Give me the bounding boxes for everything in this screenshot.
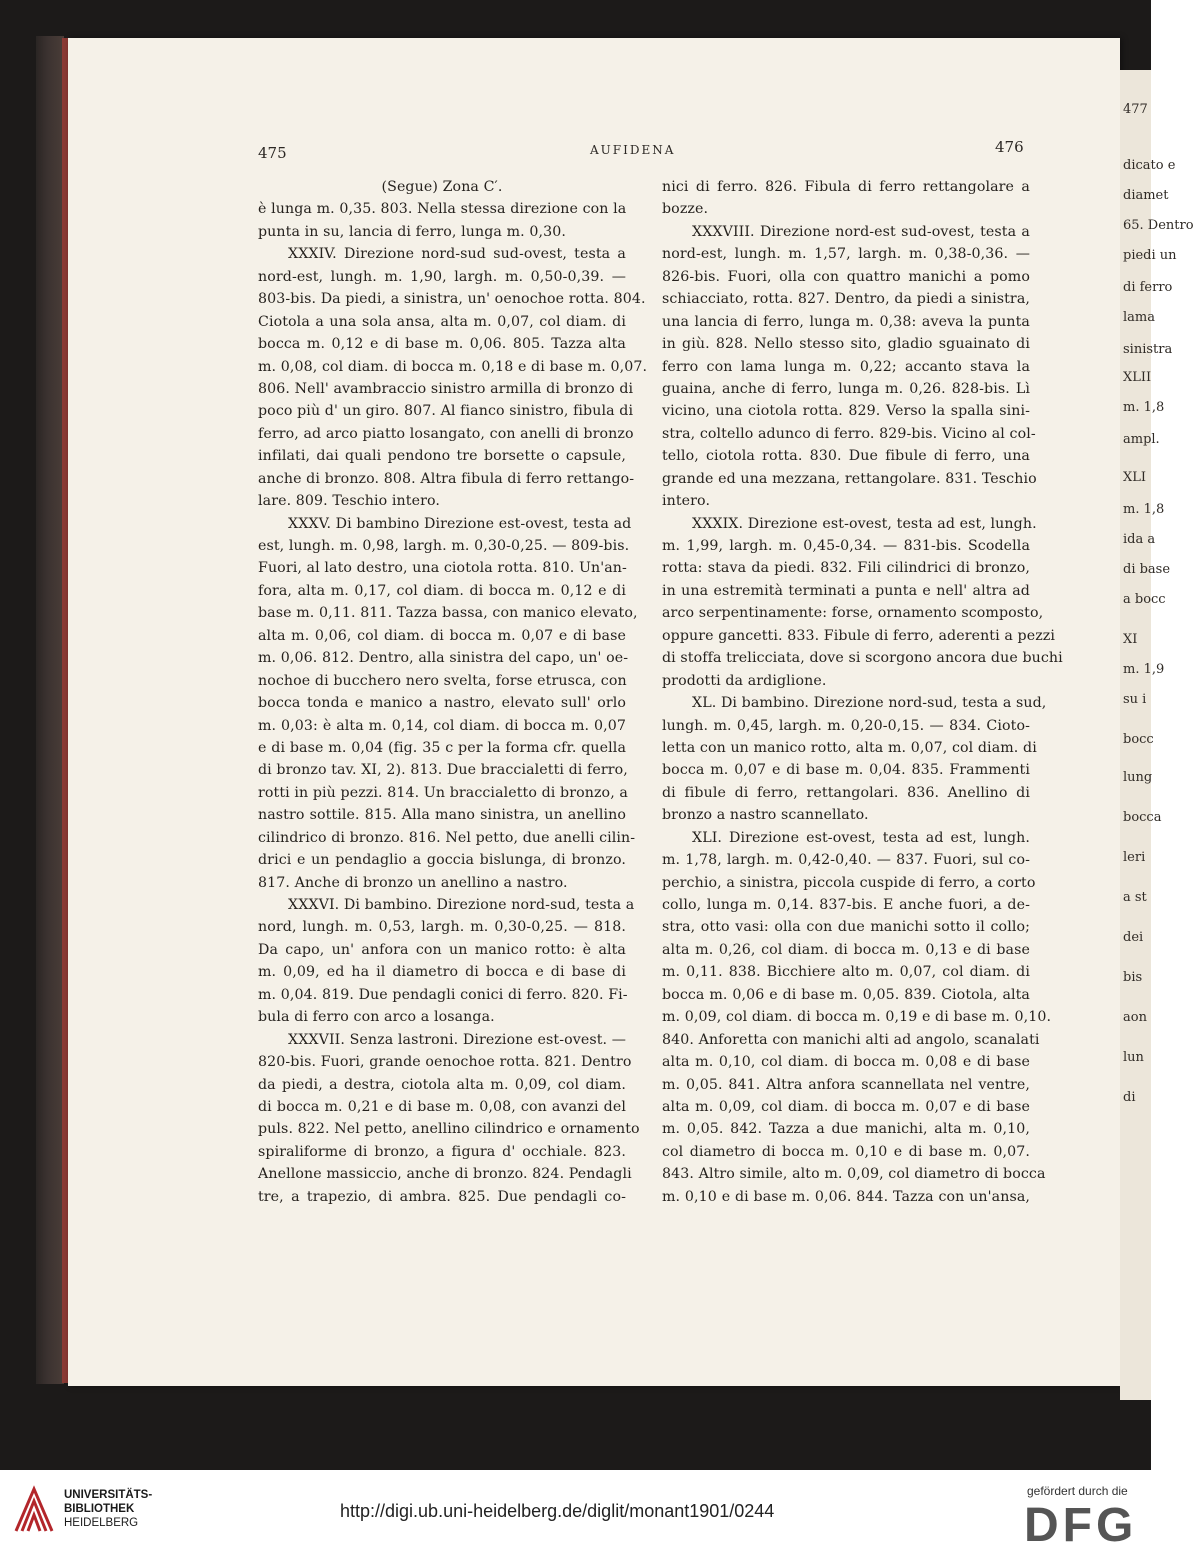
- text-line: m. 1,78, largh. m. 0,42-0,40. — 837. Fuori, sul co-: [662, 852, 1030, 869]
- text-line: bocca m. 0,12 e di base m. 0,06. 805. Tazza alta: [258, 336, 626, 353]
- library-line-1: UNIVERSITÄTS-: [64, 1489, 153, 1501]
- text-line: lare. 809. Teschio intero.: [258, 493, 440, 510]
- text-line: vicino, una ciotola rotta. 829. Verso la spalla sini-: [662, 403, 1030, 420]
- text-line: Anellone massiccio, anche di bronzo. 824. Pendagli: [258, 1166, 632, 1183]
- text-line: punta in su, lancia di ferro, lunga m. 0,30.: [258, 223, 566, 240]
- text-line: 843. Altro simile, alto m. 0,09, col diametro di bocca: [662, 1166, 1046, 1183]
- edge-text-fragment: m. 1,8: [1123, 502, 1165, 517]
- text-line: grande ed una mezzana, rettangolare. 831. Teschio: [662, 470, 1037, 487]
- text-line: base m. 0,11. 811. Tazza bassa, con manico elevato,: [258, 605, 638, 622]
- edge-text-fragment: bocca: [1123, 810, 1162, 825]
- text-line: puls. 822. Nel petto, anellino cilindrico e ornamento: [258, 1121, 640, 1138]
- text-line: anche di bronzo. 808. Altra fibula di ferro rettango-: [258, 470, 635, 487]
- text-line: guaina, anche di ferro, lunga m. 0,26. 828-bis. Lì: [662, 380, 1030, 397]
- text-line: 840. Anforetta con manichi alti ad angolo, scanalati: [662, 1031, 1040, 1048]
- text-line: m. 0,05. 841. Altra anfora scannellata nel ventre,: [662, 1076, 1030, 1093]
- text-line: nord, lungh. m. 0,53, largh. m. 0,30-0,25. — 818.: [258, 919, 626, 936]
- text-line: XLI. Direzione est-ovest, testa ad est, lungh.: [692, 829, 1030, 846]
- left-page-number: 475: [258, 144, 287, 162]
- edge-text-fragment: diamet: [1123, 188, 1169, 203]
- text-line: Fuori, al lato destro, una ciotola rotta. 810. Un'an-: [258, 560, 627, 577]
- text-line: Da capo, un' anfora con un manico rotto: è alta: [258, 941, 626, 958]
- edge-text-fragment: XLII: [1123, 370, 1152, 385]
- edge-text-fragment: bocc: [1123, 732, 1154, 747]
- edge-text-fragment: leri: [1123, 850, 1146, 865]
- text-line: XXXVI. Di bambino. Direzione nord-sud, testa a: [288, 897, 635, 913]
- edge-text-fragment: di: [1123, 1090, 1136, 1105]
- text-line: nici di ferro. 826. Fibula di ferro rettangolare a: [662, 179, 1030, 195]
- edge-text-fragment: 477: [1123, 102, 1148, 117]
- edge-text-fragment: piedi un: [1123, 248, 1177, 263]
- text-line: e di base m. 0,04 (fig. 35 c per la forma cfr. quella: [258, 739, 626, 756]
- text-line: in giù. 828. Nello stesso sito, gladio sguainato di: [662, 336, 1030, 353]
- text-line: è lunga m. 0,35. 803. Nella stessa direzione con la: [258, 201, 627, 218]
- library-line-3: HEIDELBERG: [64, 1517, 139, 1529]
- section-heading: (Segue) Zona C′.: [381, 179, 503, 195]
- text-line: oppure gancetti. 833. Fibule di ferro, aderenti a pezzi: [662, 627, 1055, 644]
- text-line: rotti in più pezzi. 814. Un braccialetto di bronzo, a: [258, 784, 628, 801]
- text-line: di fibule di ferro, rettangolari. 836. Anellino di: [662, 784, 1030, 801]
- text-line: 820-bis. Fuori, grande oenochoe rotta. 821. Dentro: [258, 1054, 632, 1071]
- edge-text-fragment: ampl.: [1123, 432, 1160, 447]
- text-line: alta m. 0,09, col diam. di bocca m. 0,07 e di base: [662, 1098, 1030, 1115]
- text-line: 806. Nell' avambraccio sinistro armilla di bronzo di: [258, 380, 634, 397]
- text-line: poco più d' un giro. 807. Al fianco sinistro, fibula di: [258, 403, 634, 420]
- text-line: nord-est, lungh. m. 1,57, largh. m. 0,38-0,36. —: [662, 246, 1030, 263]
- running-head: AUFIDENA: [590, 143, 676, 157]
- text-line: stra, otto vasi: olla con due manichi sotto il collo;: [662, 919, 1030, 936]
- university-library-logo-icon[interactable]: [12, 1485, 56, 1535]
- dfg-logo[interactable]: DFG: [1024, 1499, 1138, 1552]
- funding-label: gefördert durch die: [1027, 1484, 1128, 1498]
- text-line: m. 0,10 e di base m. 0,06. 844. Tazza con un'ansa,: [662, 1188, 1030, 1205]
- text-line: rotta: stava da piedi. 832. Fili cilindrici di bronzo,: [662, 560, 1030, 577]
- next-page-edge: [1120, 70, 1194, 1400]
- text-line: nochoe di bucchero nero svelta, forse etrusca, con: [258, 672, 627, 689]
- text-line: letta con un manico rotto, alta m. 0,07, col diam. di: [662, 739, 1037, 756]
- text-line: m. 0,09, ed ha il diametro di bocca e di base di: [258, 964, 626, 981]
- edge-text-fragment: XI: [1123, 632, 1138, 647]
- text-line: XXXVII. Senza lastroni. Direzione est-ovest. —: [288, 1031, 627, 1048]
- edge-text-fragment: 65. Dentro: [1123, 218, 1194, 233]
- text-line: alta m. 0,10, col diam. di bocca m. 0,08 e di base: [662, 1054, 1030, 1071]
- text-line: stra, coltello adunco di ferro. 829-bis. Vicino al col-: [662, 425, 1036, 442]
- text-line: 803-bis. Da piedi, a sinistra, un' oenochoe rotta. 804.: [258, 291, 646, 308]
- edge-text-fragment: ida a: [1123, 532, 1156, 547]
- left-text-column: [258, 176, 648, 1208]
- text-line: di bronzo tav. XI, 2). 813. Due braccialetti di ferro,: [258, 762, 628, 779]
- library-line-2: BIBLIOTHEK: [64, 1503, 135, 1515]
- text-line: alta m. 0,26, col diam. di bocca m. 0,13 e di base: [662, 941, 1030, 958]
- text-line: m. 0,08, col diam. di bocca m. 0,18 e di base m. 0,07.: [258, 358, 648, 375]
- edge-text-fragment: dei: [1123, 930, 1144, 945]
- edge-text-fragment: m. 1,9: [1123, 662, 1165, 677]
- text-line: perchio, a sinistra, piccola cuspide di ferro, a corto: [662, 874, 1036, 891]
- text-line: m. 0,04. 819. Due pendagli conici di ferro. 820. Fi-: [258, 986, 628, 1003]
- text-line: di bocca m. 0,21 e di base m. 0,08, con avanzi del: [258, 1098, 626, 1115]
- text-line: alta m. 0,06, col diam. di bocca m. 0,07 e di base: [258, 627, 626, 644]
- text-line: collo, lunga m. 0,14. 837-bis. E anche fuori, a de-: [662, 897, 1030, 913]
- text-line: XXXVIII. Direzione nord-est sud-ovest, testa a: [692, 223, 1030, 240]
- edge-text-fragment: XLI: [1123, 470, 1147, 485]
- text-line: lungh. m. 0,45, largh. m. 0,20-0,15. — 834. Cioto-: [662, 717, 1030, 734]
- edge-text-fragment: di base: [1123, 562, 1171, 577]
- edge-text-fragment: aon: [1123, 1010, 1147, 1025]
- text-line: da piedi, a destra, ciotola alta m. 0,09, col diam.: [258, 1076, 626, 1093]
- text-line: nord-est, lungh. m. 1,90, largh. m. 0,50-0,39. —: [258, 268, 626, 285]
- text-line: prodotti da ardiglione.: [662, 672, 827, 689]
- text-line: nastro sottile. 815. Alla mano sinistra, un anellino: [258, 807, 626, 824]
- edge-text-fragment: lama: [1123, 310, 1155, 325]
- edge-text-fragment: lun: [1123, 1050, 1144, 1065]
- text-line: in una estremità terminati a punta e nell' altra ad: [662, 582, 1030, 599]
- text-line: tre, a trapezio, di ambra. 825. Due pendagli co-: [258, 1188, 626, 1205]
- text-line: XXXV. Di bambino Direzione est-ovest, testa ad: [288, 515, 632, 532]
- text-line: spiraliforme di bronzo, a figura d' occhiale. 823.: [258, 1143, 626, 1160]
- text-line: XXXIV. Direzione nord-sud sud-ovest, testa a: [288, 246, 626, 263]
- edge-text-fragment: bis: [1123, 970, 1143, 985]
- edge-text-fragment: m. 1,8: [1123, 400, 1165, 415]
- text-line: drici e un pendaglio a goccia bislunga, di bronzo.: [258, 852, 626, 869]
- text-line: Ciotola a una sola ansa, alta m. 0,07, col diam. di: [258, 313, 626, 330]
- edge-text-fragment: a bocc: [1123, 592, 1166, 607]
- text-line: una lancia di ferro, lunga m. 0,38: aveva la punta: [662, 313, 1030, 330]
- text-line: ferro, ad arco piatto losangato, con anelli di bronzo: [258, 425, 634, 442]
- text-line: infilati, dai quali pendono tre borsette o capsule,: [258, 448, 626, 465]
- right-text-column: [662, 176, 1063, 1208]
- text-line: bocca tonda e manico a nastro, elevato sull' orlo: [258, 695, 626, 712]
- text-line: est, lungh. m. 0,98, largh. m. 0,30-0,25. — 809-bis.: [258, 538, 630, 554]
- text-line: m. 0,11. 838. Bicchiere alto m. 0,07, col diam. di: [662, 964, 1030, 981]
- text-line: m. 0,05. 842. Tazza a due manichi, alta m. 0,10,: [662, 1121, 1030, 1138]
- text-line: intero.: [662, 493, 711, 510]
- edge-text-fragment: a st: [1123, 890, 1147, 905]
- text-line: schiacciato, rotta. 827. Dentro, da piedi a sinistra,: [662, 291, 1030, 308]
- text-line: bula di ferro con arco a losanga.: [258, 1009, 495, 1026]
- text-line: cilindrico di bronzo. 816. Nel petto, due anelli cilin-: [258, 829, 636, 846]
- text-line: 817. Anche di bronzo un anellino a nastro.: [258, 874, 568, 891]
- text-line: arco serpentinamente: forse, ornamento scomposto,: [662, 605, 1044, 622]
- text-line: XL. Di bambino. Direzione nord-sud, testa a sud,: [692, 695, 1047, 712]
- library-name[interactable]: [64, 1488, 152, 1530]
- text-line: fora, alta m. 0,17, col diam. di bocca m. 0,12 e di: [258, 582, 626, 599]
- text-line: XXXIX. Direzione est-ovest, testa ad est, lungh.: [692, 515, 1037, 532]
- permalink-url[interactable]: http://digi.ub.uni-heidelberg.de/diglit/monant1901/0244: [340, 1501, 775, 1521]
- text-line: 826-bis. Fuori, olla con quattro manichi a pomo: [662, 268, 1030, 285]
- text-line: m. 0,09, col diam. di bocca m. 0,19 e di base m. 0,10.: [662, 1009, 1052, 1026]
- edge-text-fragment: dicato e: [1123, 158, 1176, 173]
- text-line: m. 1,99, largh. m. 0,45-0,34. — 831-bis. Scodella: [662, 538, 1030, 554]
- text-line: ferro con lama lunga m. 0,22; accanto stava la: [662, 358, 1030, 375]
- book-spine: [36, 36, 64, 1384]
- text-line: col diametro di bocca m. 0,10 e di base m. 0,07.: [662, 1143, 1030, 1160]
- edge-text-fragment: lung: [1123, 770, 1153, 785]
- text-line: bronzo a nastro scannellato.: [662, 807, 869, 824]
- text-line: di stoffa trelicciata, dove si scorgono ancora due buchi: [662, 650, 1063, 667]
- text-line: bozze.: [662, 201, 709, 218]
- text-line: bocca m. 0,06 e di base m. 0,05. 839. Ciotola, alta: [662, 986, 1030, 1003]
- edge-text-fragment: su i: [1123, 692, 1147, 707]
- edge-text-fragment: di ferro: [1123, 280, 1173, 295]
- right-page-number: 476: [995, 138, 1024, 156]
- text-line: m. 0,06. 812. Dentro, alla sinistra del capo, un' oe-: [258, 650, 629, 667]
- text-line: tello, ciotola rotta. 830. Due fibule di ferro, una: [662, 448, 1030, 465]
- edge-text-fragment: sinistra: [1123, 342, 1173, 357]
- text-line: bocca m. 0,07 e di base m. 0,04. 835. Frammenti: [662, 762, 1030, 779]
- text-line: m. 0,03: è alta m. 0,14, col diam. di bocca m. 0,07: [258, 717, 626, 734]
